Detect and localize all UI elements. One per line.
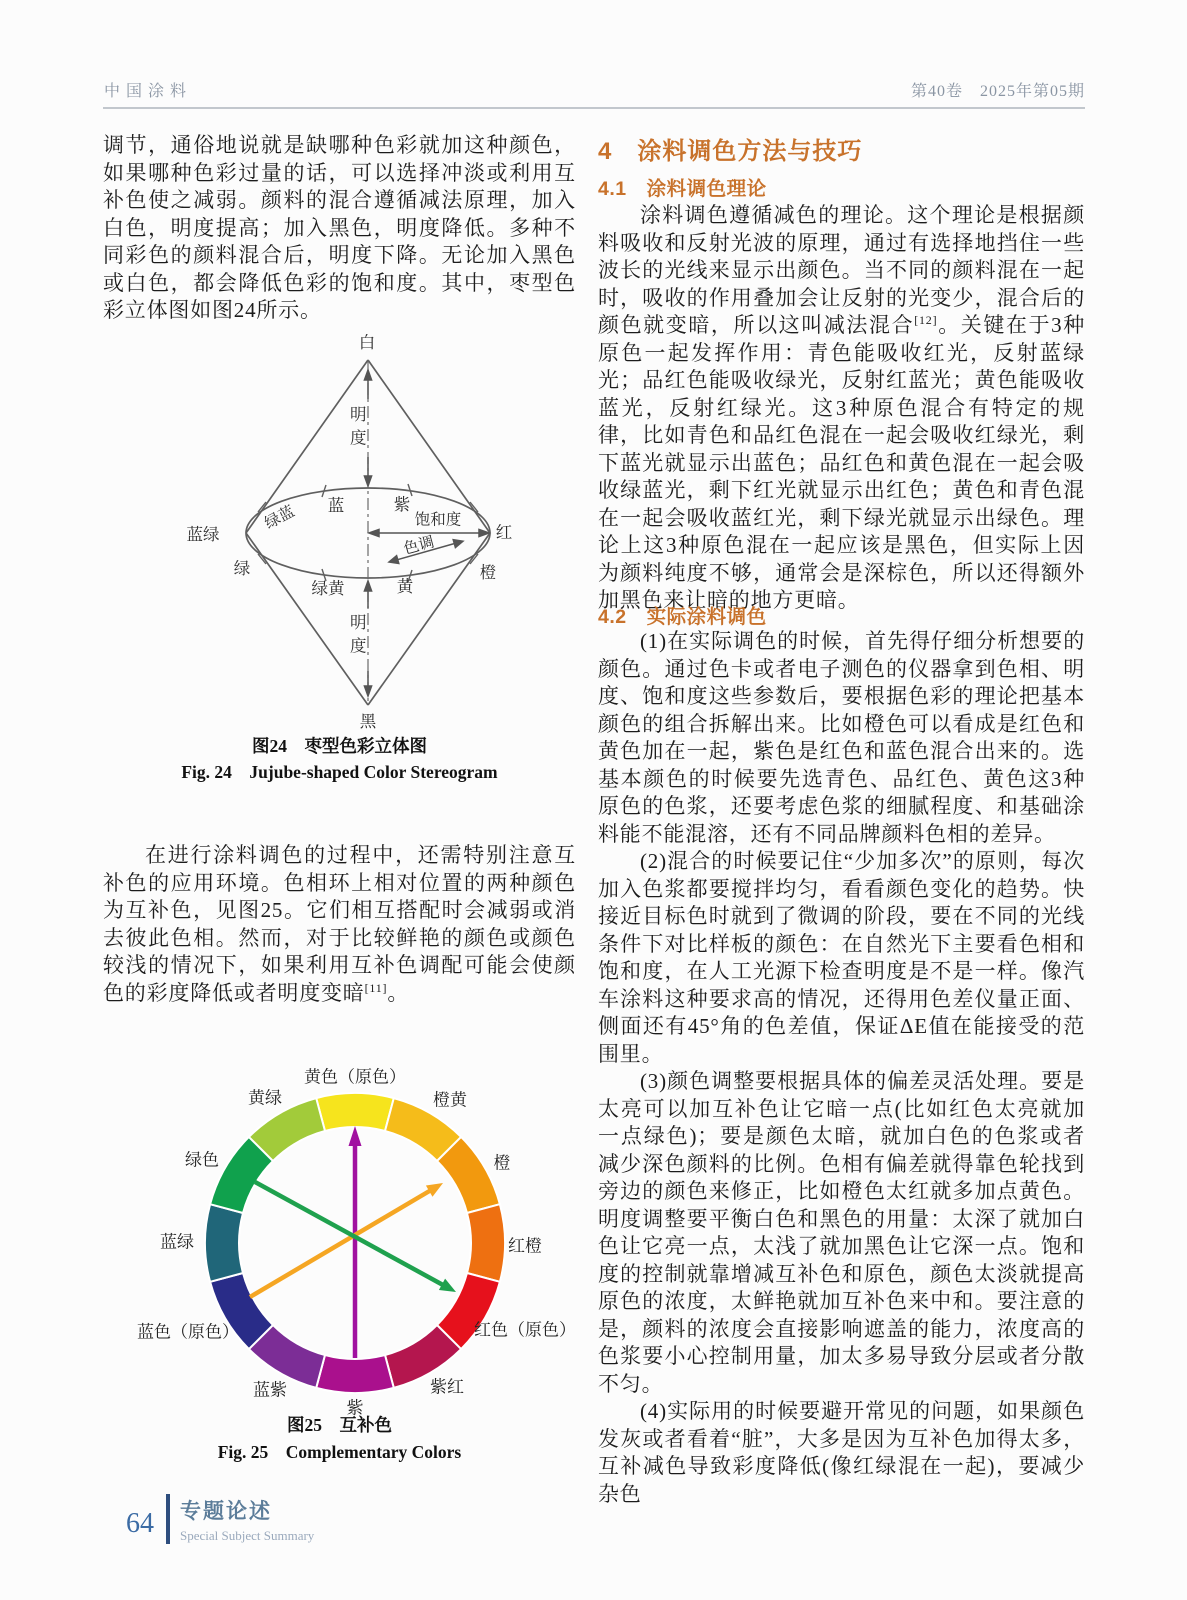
fig24-label-saturation: 饱和度 <box>414 511 462 529</box>
left-paragraph-2-text: 在进行涂料调色的过程中，还需特别注意互补色的应用环境。色相环上相对位置的两种颜色为互补色，见图25。它们相互搭配时会减弱或消去彼此色相。然而，对于比较鲜艳的颜色或颜色较浅的情况下，如果利用互补色调配可能会使颜色的彩度降低或者明度变暗 <box>103 843 576 1005</box>
journal-name: 中国涂料 <box>104 83 193 100</box>
right-paragraph-3: (2)混合的时候要记住“少加多次”的原则，每次加入色浆都要搅拌均匀，看看颜色变化的趋势。快接近目标色时就到了微调的阶段，要在不同的光线条件下对比样板的颜色：在自然光下主要看色相和饱和度，在人工光源下检查明度是不是一样。像汽车涂料这种要求高的情况，还得用色差仪量正面、侧面还有45°角的色差值，保证ΔE值在能接受的范围里。 <box>598 849 1085 1066</box>
wheel-label-purple-red: 紫红 <box>430 1377 464 1397</box>
right-paragraph-group <box>598 628 1085 1508</box>
fig24-label-lightness-bottom: 明度 <box>347 613 367 661</box>
fig24-label-blue: 蓝 <box>327 495 345 515</box>
reference-12: [12] <box>914 313 938 327</box>
fig24-label-blue-green: 蓝绿 <box>186 524 220 544</box>
wheel-label-yellow: 黄色（原色） <box>304 1067 406 1087</box>
fig24-label-white: 白 <box>358 332 376 352</box>
reference-11: [11] <box>364 980 388 995</box>
wheel-label-purple: 紫 <box>346 1398 364 1418</box>
wheel-label-orange-yellow: 橙黄 <box>433 1090 467 1110</box>
footer-column-block <box>180 1495 314 1544</box>
orange-arrow-line <box>250 1190 432 1298</box>
wheel-segment-yellow <box>316 1093 394 1131</box>
page-number: 64 <box>126 1508 154 1539</box>
fig24-label-red: 红 <box>495 522 513 542</box>
fig24-label-black: 黑 <box>359 711 377 731</box>
right-paragraph-1-end: 。关键在于3种原色一起发挥作用：青色能吸收红光，反射蓝绿光；品红色能吸收绿光，反射红蓝光；黄色能吸收蓝光，反射红绿光。这3种原色混合有特定的规律，比如青色和品红色混在一起会吸收红绿光，剩下蓝光就显示出蓝色；品红色和黄色混在一起会吸收绿蓝光，剩下红光就显示出红色；黄色和青色混在一起会吸收蓝红光，剩下绿光就显示出绿色。理论上这3种原色混在一起应该是黑色，但实际上因为颜料纯度不够，通常会是深棕色，所以还得额外加黑色来让暗的地方更暗。 <box>598 313 1086 612</box>
fig25-caption-en: Fig. 25 Complementary Colors <box>217 1442 462 1462</box>
green-arrow-head <box>439 1279 456 1292</box>
section-4-heading: 4 涂料调色方法与技巧 <box>598 138 863 165</box>
cone-edge <box>368 360 490 533</box>
left-paragraph-2-end: 。 <box>387 980 410 1005</box>
header-rule <box>103 107 1085 109</box>
wheel-segment-red-orange <box>467 1204 505 1282</box>
footer-column-en: Special Subject Summary <box>180 1527 315 1543</box>
right-paragraph-5: (4)实际用的时候要避开常见的问题，如果颜色发灰或者看着“脏”，大多是因为互补色加得太多，互补减色导致彩度降低(像红绿混在一起)，要减少杂色 <box>598 1399 1085 1506</box>
wheel-label-blue-green: 蓝绿 <box>160 1232 194 1252</box>
wheel-label-red: 红色（原色） <box>474 1320 576 1340</box>
fig24-label-orange: 橙 <box>479 562 497 582</box>
section-4-1-heading: 4.1 涂料调色理论 <box>598 178 767 200</box>
issue-info: 第40卷 2025年第05期 <box>910 83 1085 100</box>
wheel-label-red-orange: 红橙 <box>508 1236 542 1256</box>
right-paragraph-2: (1)在实际调色的时候，首先得仔细分析想要的颜色。通过色卡或者电子测色的仪器拿到色相、明度、饱和度这些参数后，要根据色彩的理论把基本颜色的组合拆解出来。比如橙色可以看成是红色和黄色加在一起，紫色是红色和蓝色混合出来的。选基本颜色的时候要先选青色、品红色、黄色这3种原色的色浆，还要考虑色浆的细腻程度、和基础涂料能不能混溶，还有不同品牌颜料色相的差异。 <box>598 629 1085 846</box>
purple-arrow-head <box>349 1126 362 1146</box>
fig24-label-lightness-top: 明度 <box>347 405 367 453</box>
fig25-drawing <box>103 1040 575 1418</box>
figure-24-color-stereogram <box>150 325 540 735</box>
right-paragraph-4: (3)颜色调整要根据具体的偏差灵活处理。要是太亮可以加互补色让它暗一点(比如红色太亮就加一点绿色)；要是颜色太暗，就加白色的色浆或者减少深色颜料的比例。色相有偏差就得靠色轮找到旁边的颜色来修正，比如橙色太红就多加点黄色。明度调整要平衡白色和黑色的用量：太深了就加白色让它亮一点，太浅了就加黑色让它深一点。饱和度的控制就靠增减互补色和原色，颜色太淡就提高原色的浓度，太鲜艳就加互补色来中和。要注意的是，颜料的浓度会直接影响遮盖的能力，浓度高的色浆要小心控制用量，加太多易导致分层或者分散不匀。 <box>598 1069 1085 1396</box>
fig24-label-purple: 紫 <box>393 494 411 514</box>
orange-arrow-head <box>426 1183 443 1197</box>
fig24-label-hue: 色调 <box>401 533 437 558</box>
wheel-label-yellow-green: 黄绿 <box>248 1088 282 1108</box>
left-paragraph-2 <box>103 842 576 1007</box>
cone-edge <box>368 533 490 705</box>
figure-25-color-wheel <box>103 1040 576 1418</box>
page-footer <box>126 1494 314 1544</box>
footer-column-cn: 专题论述 <box>180 1499 272 1523</box>
fig24-label-green-yellow: 绿黄 <box>311 578 345 598</box>
wheel-segment-purple <box>316 1355 394 1393</box>
left-paragraph-1: 调节，通俗地说就是缺哪种色彩就加这种颜色，如果哪种色彩过量的话，可以选择冲淡或利用互补色使之减弱。颜料的混合遵循减法原理，加入白色，明度提高；加入黑色，明度降低。多种不同彩色的颜料混合后，明度下降。无论加入黑色或白色，都会降低色彩的饱和度。其中，枣型色彩立体图如图24所示。 <box>103 133 576 322</box>
wheel-segment-blue-green <box>205 1204 243 1282</box>
footer-divider <box>166 1494 170 1544</box>
fig24-label-yellow: 黄 <box>396 576 414 596</box>
wheel-label-green: 绿色 <box>185 1150 219 1170</box>
wheel-label-blue-purple: 蓝紫 <box>253 1380 287 1400</box>
section-4-2-heading: 4.2 实际涂料调色 <box>598 606 767 628</box>
fig24-caption-cn: 图24 枣型色彩立体图 <box>252 736 427 756</box>
fig25-caption-cn: 图25 互补色 <box>287 1415 392 1435</box>
fig24-caption-en: Fig. 24 Jujube-shaped Color Stereogram <box>181 762 498 782</box>
right-paragraph-1 <box>598 202 1085 615</box>
right-paragraph-1-text: 涂料调色遵循减色的理论。这个理论是根据颜料吸收和反射光波的原理，通过有选择地挡住一些波长的光线来显示出颜色。当不同的颜料混在一起时，吸收的作用叠加会让反射的光变少，混合后的颜色就变暗，所以这叫减法混合 <box>598 203 1085 337</box>
complementary-arrows <box>250 1126 456 1358</box>
wheel-label-orange: 橙 <box>493 1153 511 1173</box>
wheel-label-blue: 蓝色（原色） <box>137 1322 239 1342</box>
fig24-label-green: 绿 <box>233 558 251 578</box>
fig24-label-green-blue: 绿蓝 <box>262 502 298 533</box>
